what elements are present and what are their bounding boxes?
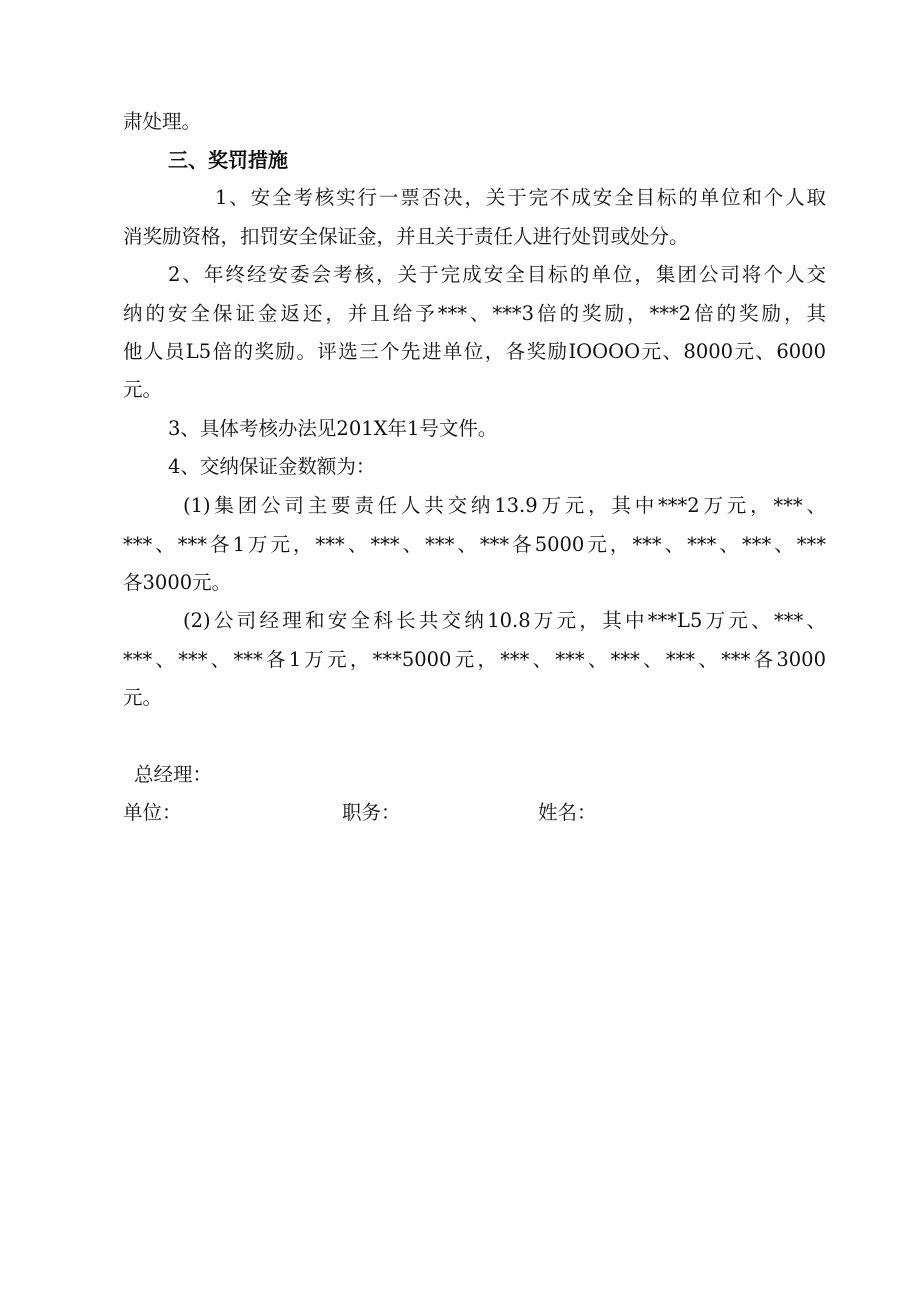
paragraph-5-line-3: 各3000元。 [123, 571, 232, 594]
section-heading: 三、奖罚措施 [168, 148, 288, 172]
paragraph-6-line-1: (2)公司经理和安全科长共交纳10.8万元，其中***L5万元、***、 [183, 609, 826, 632]
paragraph-1-line-2: 消奖励资格，扣罚安全保证金，并且关于责任人进行处罚或处分。 [123, 225, 689, 248]
paragraph-2-line-4: 元。 [123, 378, 163, 401]
paragraph-2-line-1: 2、年终经安委会考核，关于完成安全目标的单位，集团公司将个人交 [168, 263, 826, 286]
unit-label: 单位： [123, 801, 182, 824]
paragraph-2-line-2: 纳的安全保证金返还，并且给予***、***3倍的奖励，***2倍的奖励，其 [123, 302, 826, 325]
name-label: 姓名： [538, 801, 597, 824]
paragraph-5-line-1: (1)集团公司主要责任人共交纳13.9万元，其中***2万元，***、 [183, 494, 826, 517]
position-label: 职务： [342, 801, 401, 824]
general-manager-label: 总经理： [134, 763, 213, 786]
paragraph-6-line-2: ***、***、***各1万元，***5000元，***、***、***、***、***各3000 [123, 648, 826, 671]
paragraph-2-line-3: 他人员L5倍的奖励。评选三个先进单位，各奖励IOOOO元、8000元、6000 [123, 340, 826, 363]
paragraph-1-line-1: 1、安全考核实行一票否决，关于完不成安全目标的单位和个人取 [215, 186, 826, 209]
paragraph-4-line-1: 4、交纳保证金数额为： [168, 455, 376, 478]
continuation-text: 肃处理。 [123, 110, 202, 133]
paragraph-6-line-3: 元。 [123, 686, 163, 709]
paragraph-5-line-2: ***、***各1万元，***、***、***、***各5000元，***、***、***、*** [123, 533, 826, 556]
paragraph-3-line-1: 3、具体考核办法见201X年1号文件。 [168, 417, 498, 440]
